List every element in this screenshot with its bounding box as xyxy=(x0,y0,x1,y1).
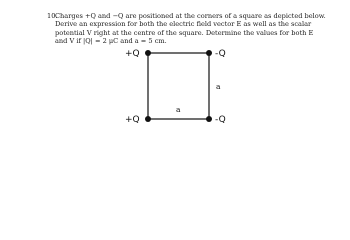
charge-dot-top-right xyxy=(206,50,212,56)
charge-label-top-right: -Q xyxy=(215,49,226,59)
side-label-right: a xyxy=(216,82,221,91)
side-label-bottom: a xyxy=(176,105,181,114)
problem-line-4: and V if |Q| = 2 μC and a = 5 cm. xyxy=(55,37,167,46)
charge-dot-bottom-left xyxy=(145,116,151,122)
problem-line-3: potential V right at the centre of the square. Determine the values for both E xyxy=(55,28,314,37)
charge-dot-top-left xyxy=(145,50,151,56)
charge-label-top-left: +Q xyxy=(125,49,140,59)
problem-number: 10. xyxy=(47,12,58,20)
problem-line-1-text: Charges +Q and −Q are positioned at the corners of a square as depicted below. xyxy=(55,12,326,20)
charge-dot-bottom-right xyxy=(206,116,212,122)
charge-label-bottom-left: +Q xyxy=(125,115,140,125)
charge-label-bottom-right: -Q xyxy=(215,115,226,125)
problem-line-2: Derive an expression for both the electric field vector E as well as the scalar xyxy=(55,20,312,29)
